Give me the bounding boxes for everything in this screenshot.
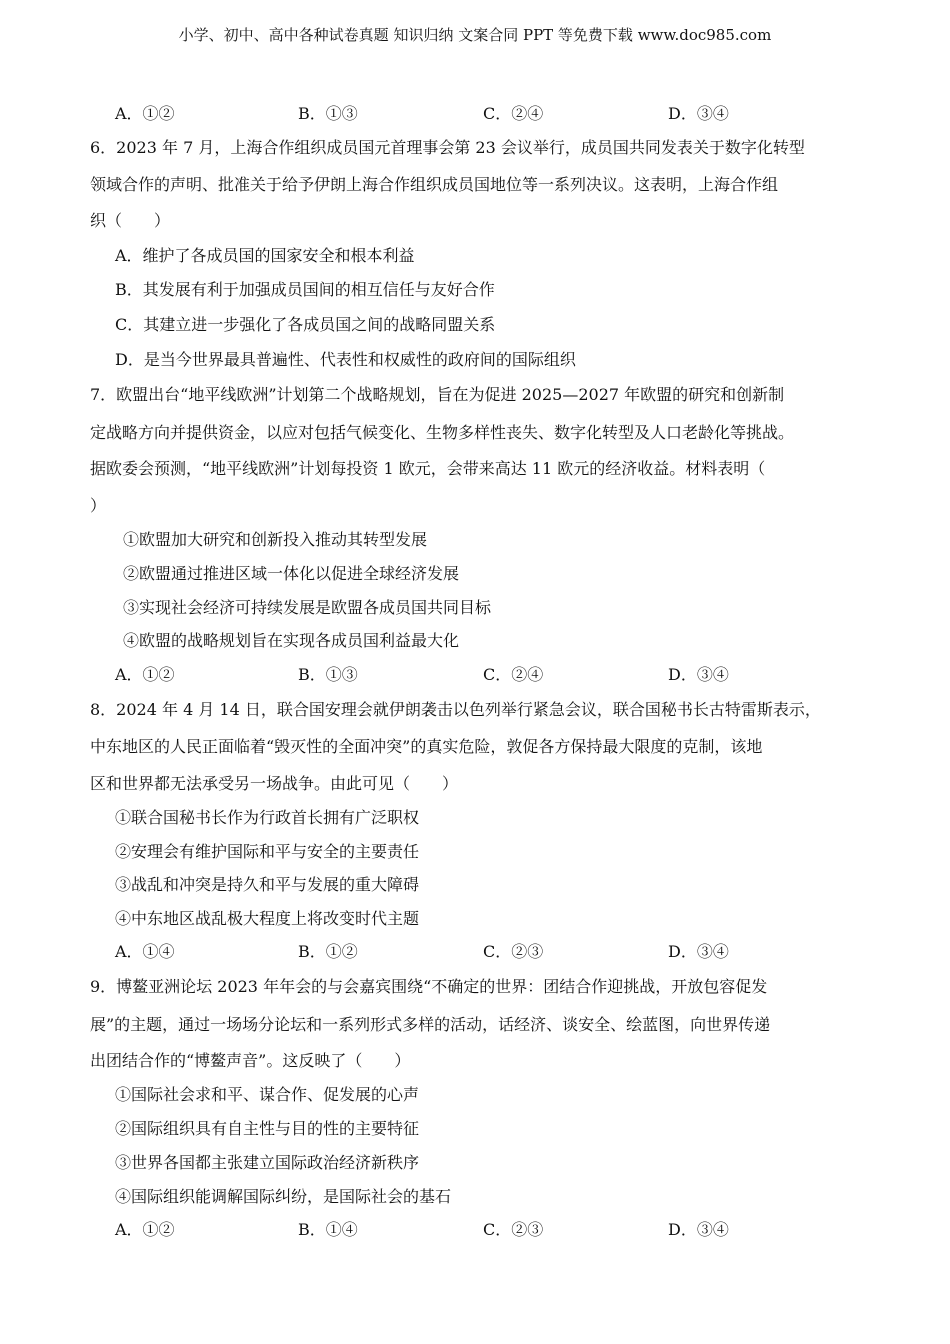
option-c: C．②④ [483, 104, 544, 123]
q7-stem-line: 定战略方向并提供资金，以应对包括气候变化、生物多样性丧失、数字化转型及人口老龄化等挑战。 [90, 423, 795, 442]
q9-statement-3: ③世界各国都主张建立国际政治经济新秩序 [115, 1153, 420, 1172]
q9-statement-2: ②国际组织具有自主性与目的性的主要特征 [115, 1119, 420, 1138]
q7-statement-2: ②欧盟通过推进区域一体化以促进全球经济发展 [123, 564, 460, 583]
q6-stem-line: 领域合作的声明、批准关于给予伊朗上海合作组织成员国地位等一系列决议。这表明，上海合作组 [90, 175, 779, 194]
option-b: B．①③ [298, 665, 358, 684]
q8-stem-line: 中东地区的人民正面临着“毁灭性的全面冲突”的真实危险，敦促各方保持最大限度的克制，该地 [90, 737, 763, 756]
q9-stem-line: 出团结合作的“博鳌声音”。这反映了（ ） [90, 1051, 411, 1070]
q9-stem-line: 9．博鳌亚洲论坛 2023 年年会的与会嘉宾围绕“不确定的世界：团结合作迎挑战，开放包容促发 [90, 977, 768, 996]
q9-statement-1: ①国际社会求和平、谋合作、促发展的心声 [115, 1085, 420, 1104]
q8-stem-line: 区和世界都无法承受另一场战争。由此可见（ ） [90, 774, 459, 793]
q7-stem-line: 7．欧盟出台“地平线欧洲”计划第二个战略规划，旨在为促进 2025—2027 年欧盟的研究和创新制 [90, 385, 785, 404]
option-d: D．③④ [668, 1220, 729, 1239]
q6-stem-line: 织（ ） [90, 211, 171, 230]
q7-statement-1: ①欧盟加大研究和创新投入推动其转型发展 [123, 530, 428, 549]
q6-choice-b: B．其发展有利于加强成员国间的相互信任与友好合作 [115, 280, 495, 299]
option-c: C．②③ [483, 942, 544, 961]
option-c: C．②④ [483, 665, 544, 684]
option-d: D．③④ [668, 104, 729, 123]
q9-statement-4: ④国际组织能调解国际纠纷，是国际社会的基石 [115, 1187, 452, 1206]
option-b: B．①④ [298, 1220, 358, 1239]
option-b: B．①② [298, 942, 358, 961]
option-a: A．①② [115, 665, 175, 684]
page-header: 小学、初中、高中各种试卷真题 知识归纳 文案合同 PPT 等免费下载 www.doc985.com [178, 26, 772, 44]
q8-statement-2: ②安理会有维护国际和平与安全的主要责任 [115, 842, 420, 861]
q7-stem-line: ） [90, 496, 107, 515]
q6-choice-c: C．其建立进一步强化了各成员国之间的战略同盟关系 [115, 315, 496, 334]
q7-statement-3: ③实现社会经济可持续发展是欧盟各成员国共同目标 [123, 598, 492, 617]
q6-choice-d: D．是当今世界最具普遍性、代表性和权威性的政府间的国际组织 [115, 350, 576, 369]
q8-statement-4: ④中东地区战乱极大程度上将改变时代主题 [115, 909, 420, 928]
q8-stem-line: 8．2024 年 4 月 14 日，联合国安理会就伊朗袭击以色列举行紧急会议，联合国秘书长古特雷斯表示， [90, 700, 821, 719]
option-a: A．①④ [115, 942, 175, 961]
option-a: A．①② [115, 1220, 175, 1239]
option-d: D．③④ [668, 942, 729, 961]
option-a: A．①② [115, 104, 175, 123]
option-c: C．②③ [483, 1220, 544, 1239]
option-b: B．①③ [298, 104, 358, 123]
q9-stem-line: 展”的主题，通过一场场分论坛和一系列形式多样的活动，话经济、谈安全、绘蓝图，向世界传递 [90, 1015, 771, 1034]
q6-stem-line: 6．2023 年 7 月，上海合作组织成员国元首理事会第 23 会议举行，成员国共同发表关于数字化转型 [90, 138, 805, 157]
q8-statement-3: ③战乱和冲突是持久和平与发展的重大障碍 [115, 875, 420, 894]
q8-statement-1: ①联合国秘书长作为行政首长拥有广泛职权 [115, 808, 420, 827]
q7-statement-4: ④欧盟的战略规划旨在实现各成员国利益最大化 [123, 631, 460, 650]
q6-choice-a: A．维护了各成员国的国家安全和根本利益 [115, 246, 415, 265]
option-d: D．③④ [668, 665, 729, 684]
q7-stem-line: 据欧委会预测，“地平线欧洲”计划每投资 1 欧元，会带来高达 11 欧元的经济收益。材料表明（ [90, 459, 766, 478]
